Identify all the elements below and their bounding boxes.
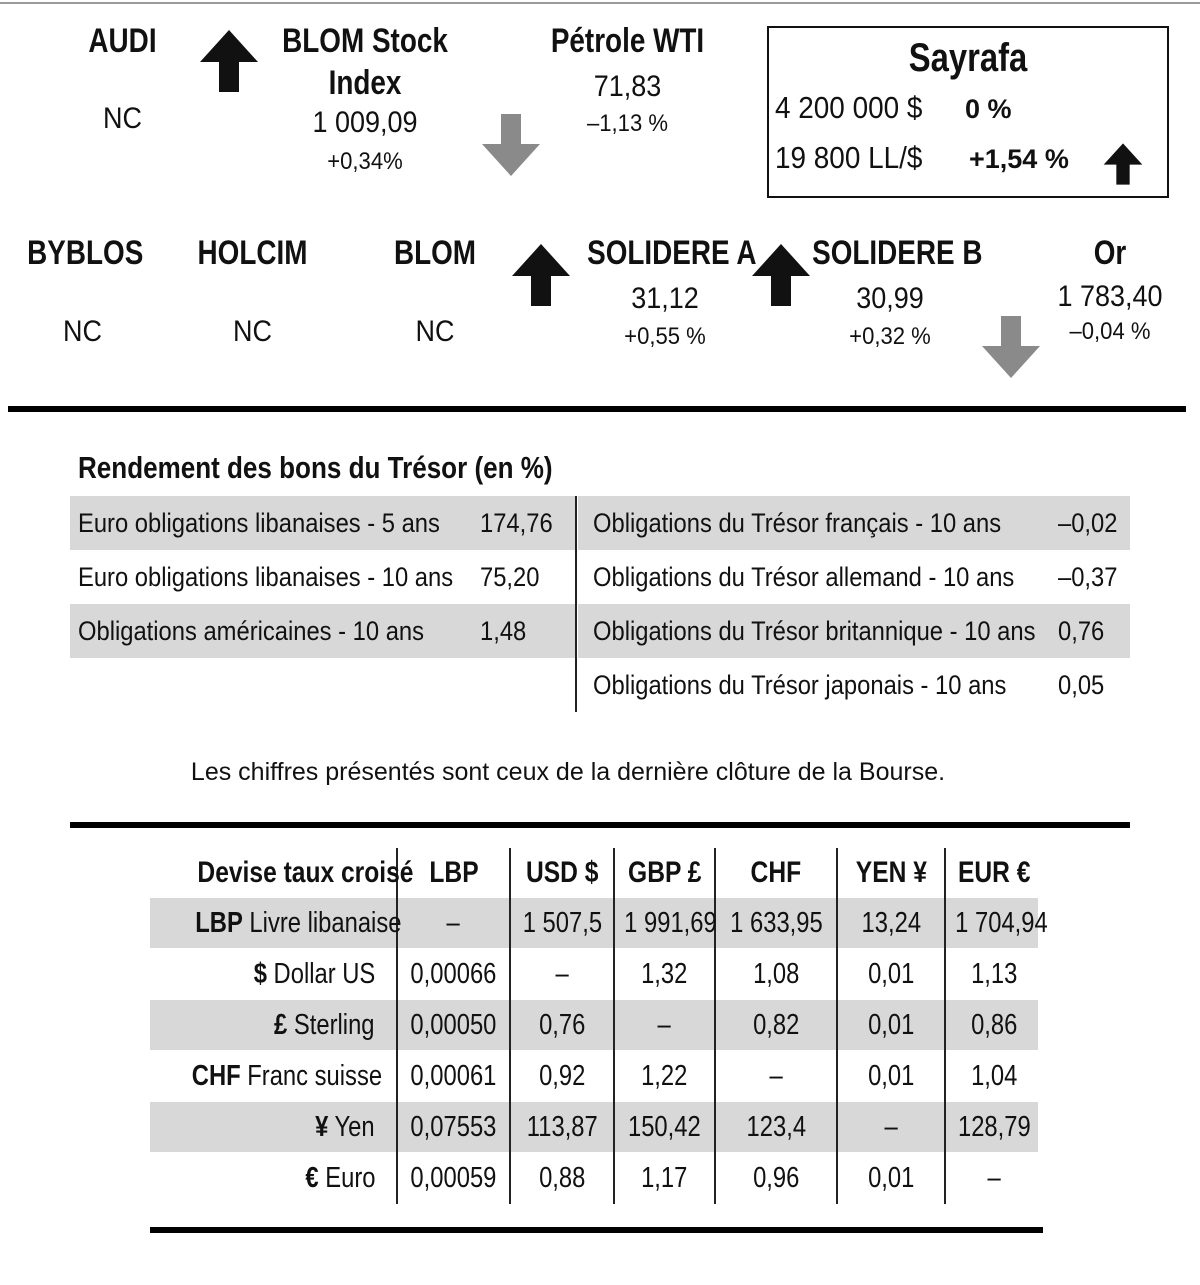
cross-rate-row-code-1: LBP	[195, 907, 243, 939]
sayrafa-volume: 4 200 000 $	[775, 90, 923, 125]
cross-rate-row-name-2: Dollar US	[273, 958, 375, 990]
cross-rate-cell-r6-c4	[715, 1153, 837, 1203]
cross-rate-cell-text-r4-c6: 1,04	[970, 1060, 1018, 1092]
treasury-left-label-2: Euro obligations libanaises - 10 ans	[78, 562, 454, 592]
cross-rate-row-label-2	[150, 949, 375, 999]
cross-rate-cell-text-r4-c5: 0,01	[867, 1060, 915, 1092]
cross-rate-row-label-text-4	[192, 1051, 382, 1101]
cross-rate-cell-text-r5-c5: –	[884, 1111, 898, 1143]
cross-rate-row-label-text-1	[195, 898, 401, 948]
cross-rate-row-label-5	[150, 1102, 375, 1152]
cross-rate-cell-text-r5-c2: 113,87	[526, 1111, 598, 1143]
cross-rate-cell-r4-c6	[945, 1051, 1043, 1101]
cross-rate-cell-r1-c5	[837, 898, 945, 948]
cross-rate-row-name-5: Yen	[334, 1111, 375, 1143]
cross-rate-column-header-3	[614, 848, 715, 898]
blom-name: BLOM	[393, 234, 477, 272]
sayrafa-volume-change: 0 %	[965, 94, 1012, 124]
cross-rate-row-label-text-2	[253, 949, 375, 999]
cross-rate-cell-text-r6-c1: 0,00059	[410, 1162, 497, 1194]
treasury-left-label-3: Obligations américaines - 10 ans	[78, 616, 425, 646]
cross-rate-column-header-text-5: YEN ¥	[855, 856, 927, 889]
or-change: –0,04 %	[1069, 318, 1151, 345]
petrole-value: 71,83	[593, 70, 662, 103]
table-top-rule	[70, 822, 1130, 828]
solidere-a-value: 31,12	[631, 282, 699, 315]
cross-rate-cell-r5-c6	[945, 1102, 1043, 1152]
cross-rate-column-header-4	[715, 848, 837, 898]
cross-rate-column-header-text-1: LBP	[428, 856, 479, 889]
holcim-value: NC	[232, 315, 273, 348]
solidere-a-up-arrow-icon	[510, 242, 572, 308]
cross-rate-row-label-text-6	[305, 1153, 375, 1203]
closing-note: Les chiffres présentés sont ceux de la dernière clôture de la Bourse.	[190, 758, 946, 786]
cross-rate-cell-text-r2-c5: 0,01	[867, 958, 915, 990]
cross-rate-column-header-text-2: USD $	[525, 856, 599, 889]
audi-name: AUDI	[88, 22, 157, 60]
treasury-left-value-2: 75,20	[480, 562, 540, 592]
cross-rate-cell-r3-c2	[510, 1000, 614, 1050]
petrole-change: –1,13 %	[586, 110, 669, 137]
cross-rate-row-code-3: £	[274, 1009, 288, 1041]
cross-rate-cell-text-r4-c2: 0,92	[538, 1060, 586, 1092]
cross-rate-cell-r3-c5	[837, 1000, 945, 1050]
cross-rate-row-name-3: Sterling	[294, 1009, 375, 1041]
cross-rate-cell-r6-c5	[837, 1153, 945, 1203]
cross-rate-column-header-text-3: GBP £	[627, 856, 702, 889]
cross-rate-row-label-text-3	[275, 1000, 375, 1050]
cross-rate-row-code-5: ¥	[315, 1111, 329, 1143]
cross-rate-cell-text-r2-c1: 0,00066	[410, 958, 497, 990]
solidere-b-up-arrow-icon	[750, 242, 812, 308]
cross-rate-cell-text-r3-c5: 0,01	[867, 1009, 915, 1041]
cross-rate-column-header-6	[945, 848, 1043, 898]
cross-rate-cell-text-r3-c2: 0,76	[538, 1009, 586, 1041]
cross-rate-cell-r2-c3	[614, 949, 715, 999]
blom-index-name-line2: Index	[328, 64, 402, 102]
cross-rate-row-label-3	[150, 1000, 375, 1050]
cross-rate-cell-r5-c2	[510, 1102, 614, 1152]
cross-rate-column-header-5	[837, 848, 945, 898]
byblos-value: NC	[62, 315, 103, 348]
cross-rate-cell-r3-c1	[397, 1000, 510, 1050]
cross-rate-cell-text-r6-c3: 1,17	[641, 1162, 688, 1194]
section-divider	[8, 406, 1186, 412]
cross-rate-cell-text-r3-c1: 0,00050	[410, 1009, 497, 1041]
cross-rate-cell-r2-c2	[510, 949, 614, 999]
solidere-b-name: SOLIDERE B	[812, 234, 983, 272]
cross-rate-cell-text-r1-c5: 13,24	[861, 907, 921, 939]
treasury-right-label-3: Obligations du Trésor britannique - 10 ans	[593, 616, 1036, 646]
cross-rate-cell-r6-c1	[397, 1153, 510, 1203]
treasury-title: Rendement des bons du Trésor (en %)	[78, 450, 553, 485]
cross-rate-cell-text-r6-c5: 0,01	[867, 1162, 915, 1194]
cross-rate-row-code-6: €	[304, 1162, 319, 1194]
cross-rate-row-space-6	[318, 1162, 325, 1194]
cross-rate-row-label-text-5	[315, 1102, 375, 1152]
cross-rate-cell-r2-c5	[837, 949, 945, 999]
treasury-right-label-1: Obligations du Trésor français - 10 ans	[593, 508, 1002, 538]
cross-rate-cell-r4-c3	[614, 1051, 715, 1101]
cross-rate-row-name-6: Euro	[324, 1162, 375, 1194]
treasury-left-value-1: 174,76	[480, 508, 553, 538]
or-name: Or	[1093, 234, 1127, 272]
cross-rate-column-header-text-6: EUR €	[957, 856, 1031, 889]
cross-rate-cell-r1-c1	[397, 898, 510, 948]
treasury-right-value-4: 0,05	[1058, 670, 1105, 700]
cross-rate-cell-r6-c6	[945, 1153, 1043, 1203]
treasury-right-value-3: 0,76	[1058, 616, 1105, 646]
or-down-arrow-icon	[980, 314, 1042, 380]
cross-rate-cell-text-r2-c2: –	[555, 958, 569, 990]
cross-rate-column-header-text-4: CHF	[750, 856, 802, 889]
cross-rate-cell-r6-c2	[510, 1153, 614, 1203]
treasury-left-value-3: 1,48	[480, 616, 527, 646]
sayrafa-title: Sayrafa	[908, 36, 1028, 80]
cross-rate-cell-text-r5-c6: 128,79	[957, 1111, 1031, 1143]
holcim-name: HOLCIM	[197, 234, 308, 272]
solidere-a-name: SOLIDERE A	[587, 234, 757, 272]
cross-rate-cell-r1-c3	[614, 898, 715, 948]
cross-rate-cell-text-r1-c3: 1 991,69	[624, 907, 717, 939]
cross-rate-cell-r2-c1	[397, 949, 510, 999]
cross-rate-cell-r4-c5	[837, 1051, 945, 1101]
cross-rate-row-space-2	[267, 958, 274, 990]
cross-rate-cell-text-r5-c4: 123,4	[746, 1111, 806, 1143]
cross-rate-cell-r2-c6	[945, 949, 1043, 999]
cross-rate-cell-r3-c3	[614, 1000, 715, 1050]
cross-rate-cell-r1-c2	[510, 898, 614, 948]
blom-index-up-arrow-icon	[198, 28, 260, 94]
cross-rate-cell-text-r4-c3: 1,22	[641, 1060, 688, 1092]
treasury-column-divider	[575, 496, 577, 712]
cross-rate-cell-text-r2-c6: 1,13	[970, 958, 1018, 990]
cross-rate-cell-text-r1-c2: 1 507,5	[522, 907, 602, 939]
blom-index-name-line1: BLOM Stock	[282, 22, 448, 60]
cross-rate-row-code-2: $	[253, 958, 267, 990]
cross-rate-column-header-2	[510, 848, 614, 898]
cross-rate-cell-text-r2-c4: 1,08	[752, 958, 800, 990]
cross-rate-cell-text-r4-c1: 0,00061	[410, 1060, 497, 1092]
audi-value: NC	[102, 102, 143, 135]
cross-rate-cell-r4-c1	[397, 1051, 510, 1101]
table-bottom-rule	[150, 1227, 1043, 1233]
blom-value: NC	[415, 315, 455, 348]
cross-rate-cell-text-r3-c4: 0,82	[752, 1009, 800, 1041]
cross-rate-cell-r3-c6	[945, 1000, 1043, 1050]
cross-rate-cell-text-r2-c3: 1,32	[641, 958, 688, 990]
cross-rate-cell-text-r1-c4: 1 633,95	[729, 907, 823, 939]
cross-rate-cell-r6-c3	[614, 1153, 715, 1203]
cross-rate-cell-r4-c4	[715, 1051, 837, 1101]
cross-rate-cell-r2-c4	[715, 949, 837, 999]
cross-rate-cell-r5-c1	[397, 1102, 510, 1152]
solidere-a-change: +0,55 %	[624, 323, 706, 350]
cross-rate-row-name-1: Livre libanaise	[249, 907, 402, 939]
solidere-b-value: 30,99	[856, 282, 924, 315]
cross-rate-cell-text-r6-c4: 0,96	[752, 1162, 800, 1194]
cross-rate-cell-r5-c3	[614, 1102, 715, 1152]
cross-rate-cell-r1-c6	[945, 898, 1048, 948]
cross-rate-row-name-4: Franc suisse	[247, 1060, 383, 1092]
cross-rate-cell-text-r5-c3: 150,42	[628, 1111, 701, 1143]
treasury-right-value-1: –0,02	[1058, 508, 1118, 538]
cross-rate-cell-r1-c4	[715, 898, 837, 948]
cross-rate-header-label	[150, 848, 414, 898]
cross-rate-cell-r5-c4	[715, 1102, 837, 1152]
treasury-right-value-2: –0,37	[1058, 562, 1118, 592]
cross-rate-header-label-text: Devise taux croisé	[197, 856, 414, 889]
treasury-right-label-2: Obligations du Trésor allemand - 10 ans	[593, 562, 1015, 592]
cross-rate-column-header-1	[397, 848, 510, 898]
solidere-b-change: +0,32 %	[849, 323, 931, 350]
cross-rate-row-label-6	[150, 1153, 375, 1203]
sayrafa-rate-change: +1,54 %	[969, 144, 1069, 174]
cross-rate-cell-text-r1-c6: 1 704,94	[955, 907, 1048, 939]
cross-rate-row-label-1	[150, 898, 402, 948]
cross-rate-cell-text-r1-c1: –	[446, 907, 461, 939]
treasury-left-label-1: Euro obligations libanaises - 5 ans	[78, 508, 440, 538]
cross-rate-cell-text-r5-c1: 0,07553	[410, 1111, 497, 1143]
cross-rate-cell-text-r4-c4: –	[769, 1060, 783, 1092]
cross-rate-row-label-4	[150, 1051, 383, 1101]
petrole-name: Pétrole WTI	[550, 22, 705, 60]
blom-index-value: 1 009,09	[312, 106, 418, 139]
cross-rate-cell-text-r3-c3: –	[657, 1009, 672, 1041]
cross-rate-cell-text-r6-c2: 0,88	[538, 1162, 586, 1194]
sayrafa-box	[767, 26, 1169, 198]
cross-rate-row-code-4: CHF	[191, 1060, 241, 1092]
cross-rate-cell-text-r3-c6: 0,86	[970, 1009, 1018, 1041]
cross-rate-cell-text-r6-c6: –	[987, 1162, 1001, 1194]
cross-rate-cell-r5-c5	[837, 1102, 945, 1152]
cross-rate-cell-r3-c4	[715, 1000, 837, 1050]
top-rule	[0, 2, 1200, 4]
blom-index-change: +0,34%	[327, 148, 403, 175]
sayrafa-rate: 19 800 LL/$	[775, 140, 923, 175]
sayrafa-up-arrow-icon	[1101, 142, 1145, 186]
cross-rate-cell-r4-c2	[510, 1051, 614, 1101]
or-value: 1 783,40	[1057, 280, 1163, 313]
treasury-right-label-4: Obligations du Trésor japonais - 10 ans	[593, 670, 1007, 700]
byblos-name: BYBLOS	[27, 234, 144, 272]
